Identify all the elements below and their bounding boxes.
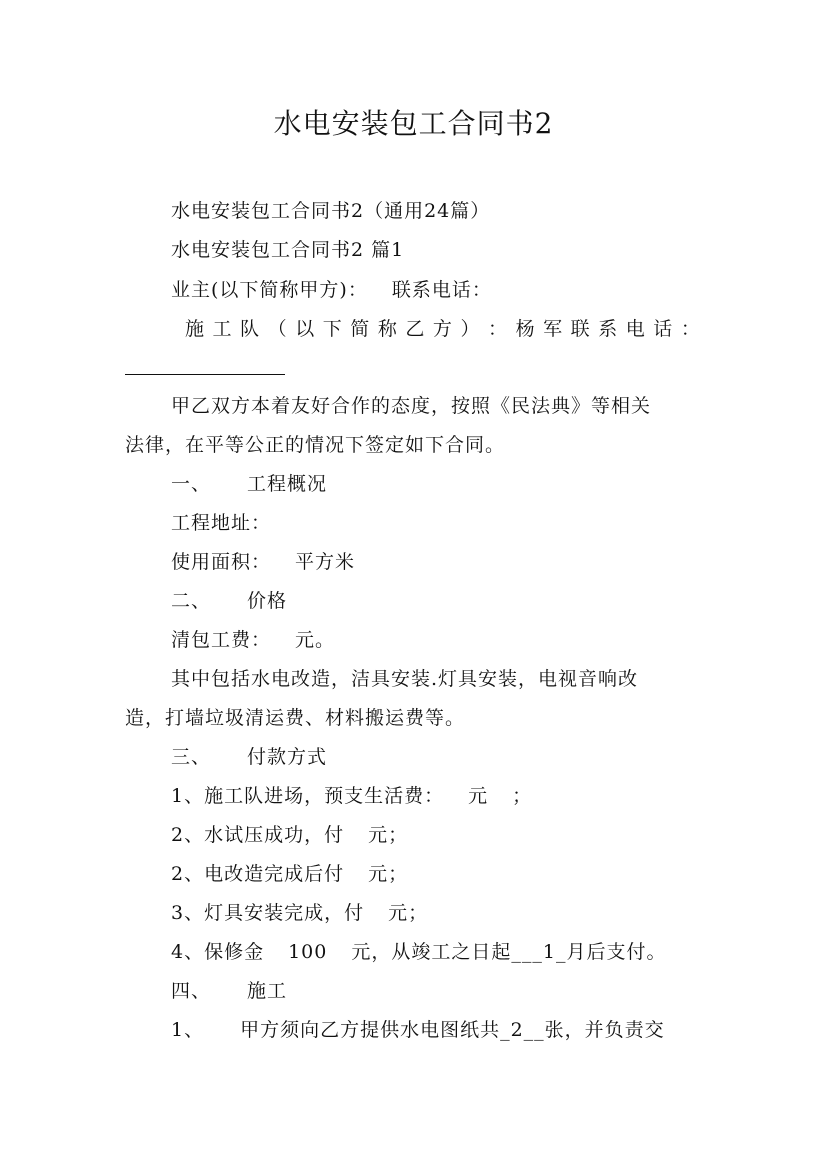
section-number: 四、 [171, 980, 212, 1002]
payment-amount: 100 [288, 941, 328, 963]
payment-unit: 元； [368, 863, 409, 885]
payment-unit: 元； [368, 824, 409, 846]
contractor-char: 话 [653, 318, 673, 340]
payment-item [171, 900, 428, 926]
clause-text: 甲方须向乙方提供水电图纸共_2__张，并负责交 [240, 1019, 665, 1041]
payment-unit: 元 [468, 785, 489, 807]
contractor-char: 队 [240, 318, 260, 340]
payment-terms: 元，从竣工之日起___1_月后支付。 [351, 941, 667, 963]
section-heading [171, 744, 327, 770]
contractor-char: 下 [322, 318, 342, 340]
section-title: 价格 [247, 590, 288, 612]
payment-item [171, 783, 532, 809]
section-heading [171, 471, 327, 497]
field-label: 使用面积： [171, 551, 272, 573]
contractor-char: 电 [625, 318, 645, 340]
section-title: 工程概况 [247, 473, 328, 495]
contractor-char: （ [267, 318, 287, 340]
contractor-char: 杨 [515, 318, 535, 340]
clause-line [171, 1017, 665, 1043]
section-number: 三、 [171, 746, 212, 768]
payment-label: 3、灯具安装完成，付 [171, 902, 365, 924]
paragraph-line: 甲乙双方本着友好合作的态度，按照《民法典》等相关 [171, 395, 652, 417]
contractor-char: 施 [185, 318, 205, 340]
owner-label: 业主(以下简称甲方)： [171, 279, 368, 301]
paragraph-line: 造，打墙垃圾清运费、材料搬运费等。 [125, 707, 466, 729]
field-unit: 元。 [295, 629, 336, 651]
clause-number: 1、 [171, 1019, 205, 1041]
section-title: 施工 [247, 980, 288, 1002]
contractor-char: ： [488, 318, 508, 340]
section-number: 一、 [171, 473, 212, 495]
contractor-char: 方 [432, 318, 452, 340]
field-line: 工程地址： [171, 512, 272, 534]
contractor-char: 工 [212, 318, 232, 340]
section-heading [171, 978, 287, 1004]
payment-item [171, 939, 666, 965]
section-heading: 水电安装包工合同书2 篇1 [171, 239, 405, 261]
section-number: 二、 [171, 590, 212, 612]
field-label: 清包工费： [171, 629, 272, 651]
paragraph-line: 其中包括水电改造，洁具安装.灯具安装，电视音响改 [171, 668, 639, 690]
contractor-char: 乙 [405, 318, 425, 340]
field-line [171, 627, 335, 653]
blank-underline [125, 374, 285, 375]
field-unit: 平方米 [295, 551, 356, 573]
contractor-char: ） [460, 318, 480, 340]
paragraph-line: 法律，在平等公正的情况下签定如下合同。 [125, 434, 506, 456]
contractor-char: 系 [598, 318, 618, 340]
payment-label: 2、水试压成功，付 [171, 824, 345, 846]
section-title: 付款方式 [247, 746, 328, 768]
contractor-char: 联 [570, 318, 590, 340]
page-title: 水电安装包工合同书2 [273, 107, 554, 140]
payment-label: 2、电改造完成后付 [171, 863, 345, 885]
contractor-line [185, 316, 700, 342]
contractor-char: 军 [543, 318, 563, 340]
payment-item [171, 822, 408, 848]
payment-label: 4、保修金 [171, 941, 265, 963]
payment-unit: 元； [388, 902, 429, 924]
contractor-char: 以 [295, 318, 315, 340]
field-line [171, 549, 355, 575]
subtitle-line: 水电安装包工合同书2（通用24篇） [171, 200, 491, 222]
owner-line [171, 277, 492, 303]
owner-phone-label: 联系电话： [391, 279, 492, 301]
section-heading [171, 588, 287, 614]
payment-label: 1、施工队进场，预支生活费： [171, 785, 445, 807]
payment-end: ； [512, 785, 533, 807]
contractor-char: 简 [350, 318, 370, 340]
contractor-char: 称 [377, 318, 397, 340]
contractor-char: ： [680, 318, 700, 340]
payment-item [171, 861, 408, 887]
